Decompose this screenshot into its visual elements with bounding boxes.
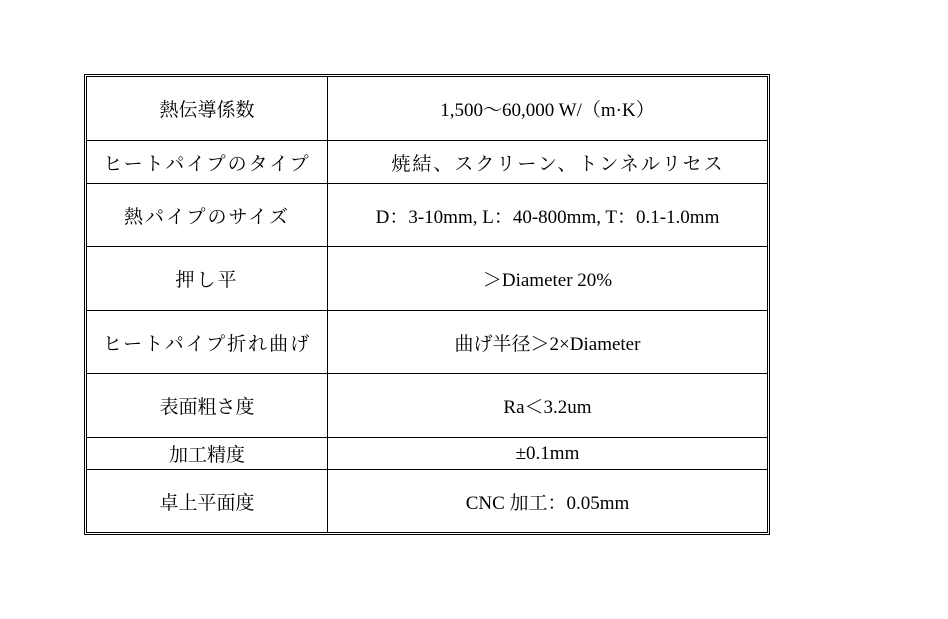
row-value: Ra＜3.2um xyxy=(328,374,767,438)
row-label: 熱パイプのサイズ xyxy=(87,184,328,247)
table-row xyxy=(87,438,767,470)
table-row xyxy=(87,247,767,311)
table-row xyxy=(87,470,767,532)
table-row xyxy=(87,374,767,438)
row-value: 1,500～60,000 W/（m·K） xyxy=(328,77,767,141)
row-label: 押し平 xyxy=(87,247,328,311)
table-row xyxy=(87,77,767,141)
row-label: ヒートパイプ折れ曲げ xyxy=(87,311,328,374)
row-value: 焼結、スクリーン、トンネルリセス xyxy=(328,141,767,184)
row-label: ヒートパイプのタイプ xyxy=(87,141,328,184)
row-label: 加工精度 xyxy=(87,438,328,470)
table-row xyxy=(87,184,767,247)
spec-table xyxy=(86,76,768,533)
row-label: 表面粗さ度 xyxy=(87,374,328,438)
row-label: 卓上平面度 xyxy=(87,470,328,532)
row-value: 曲げ半径＞2×Diameter xyxy=(328,311,767,374)
row-value: ＞Diameter 20% xyxy=(328,247,767,311)
table-row xyxy=(87,311,767,374)
row-label: 熱伝導係数 xyxy=(87,77,328,141)
row-value: D：3-10mm, L：40-800mm, T：0.1-1.0mm xyxy=(328,184,767,247)
row-value: ±0.1mm xyxy=(328,438,767,470)
table-row xyxy=(87,141,767,184)
row-value: CNC 加工：0.05mm xyxy=(465,492,630,514)
